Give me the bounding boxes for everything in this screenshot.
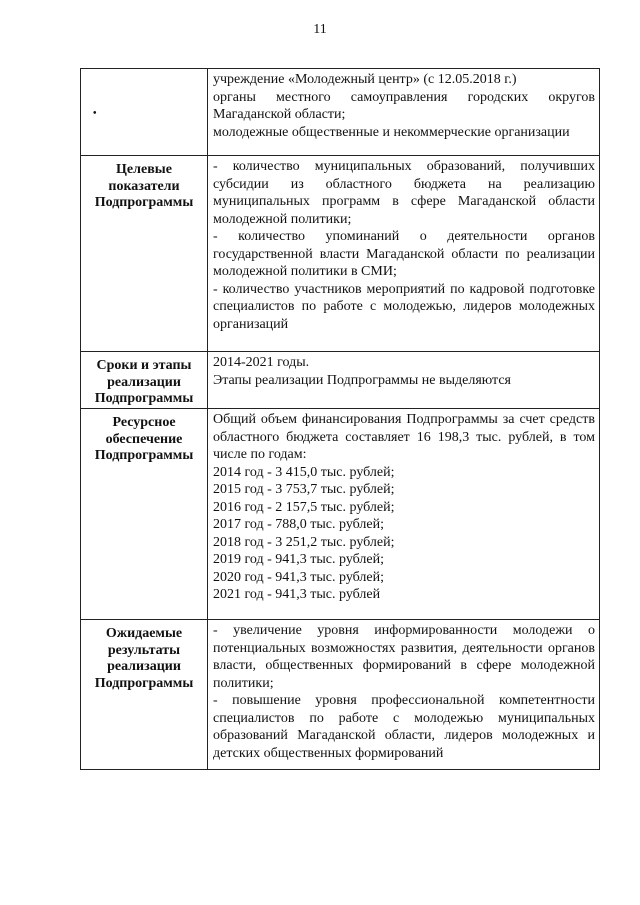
body-line: 2018 год - 3 251,2 тыс. рублей; [213, 534, 395, 550]
body-line: 2014-2021 годы. [213, 355, 310, 370]
row-head [81, 69, 208, 156]
body-line: 2021 год - 941,3 тыс. рублей [213, 587, 381, 602]
row-body [208, 156, 600, 352]
row-head: Ожидаемые результаты реализации Подпрограммы [81, 620, 208, 770]
table-row [81, 69, 600, 156]
row-body [208, 620, 600, 770]
table-row [81, 409, 600, 620]
body-line: 2019 год - 941,3 тыс. рублей; [213, 552, 385, 567]
body-line: 2014 год - 3 415,0 тыс. рублей; [213, 464, 395, 480]
passport-table [80, 68, 600, 770]
body-line: Общий объем финансирования Подпрограммы за счет средств областного бюджета составляет 16 198,3 тыс. рублей, в том числе по годам: [213, 412, 595, 462]
bullet-mark: • [93, 108, 97, 119]
row-body [208, 69, 600, 156]
row-body [208, 409, 600, 620]
body-line: молодежные общественные и некоммерческие организации [213, 124, 570, 140]
body-line: 2017 год - 788,0 тыс. рублей; [213, 517, 385, 532]
page-number: 11 [313, 22, 327, 37]
body-line: - количество муниципальных образований, получивших субсидии из областного бюджета на реализацию муниципальных программ в сфере Магаданской области молодежной политики; [213, 159, 595, 227]
body-line: - количество упоминаний о деятельности органов государственной власти Магаданской области по реализации молодежной политики в СМИ; [213, 229, 595, 279]
row-body [208, 352, 600, 409]
body-line: - увеличение уровня информированности молодежи о потенциальных возможностях развития, деятельности органов власти, общественных формирований в сфере молодежной политики; [213, 623, 595, 691]
table-row [81, 352, 600, 409]
table-row [81, 620, 600, 770]
body-line: органы местного самоуправления городских округов Магаданской области; [213, 89, 595, 122]
row-head: Ресурсное обеспечение Подпрограммы [81, 409, 208, 620]
body-line: - повышение уровня профессиональной компетентности специалистов по работе с молодежью муниципальных образований Магаданской области, лидеров молодежных и детских общественных формирований [213, 693, 595, 761]
row-head: Сроки и этапы реализации Подпрограммы [81, 352, 208, 409]
body-line: 2016 год - 2 157,5 тыс. рублей; [213, 499, 395, 515]
table-row [81, 156, 600, 352]
body-line: Этапы реализации Подпрограммы не выделяются [213, 372, 511, 388]
body-line: учреждение «Молодежный центр» (с 12.05.2018 г.) [213, 72, 517, 87]
row-head: Целевые показатели Подпрограммы [81, 156, 208, 352]
body-line: - количество участников мероприятий по кадровой подготовке специалистов по работе с молодежью, лидеров молодежных организаций [213, 281, 595, 332]
body-line: 2015 год - 3 753,7 тыс. рублей; [213, 482, 395, 497]
body-line: 2020 год - 941,3 тыс. рублей; [213, 569, 385, 585]
